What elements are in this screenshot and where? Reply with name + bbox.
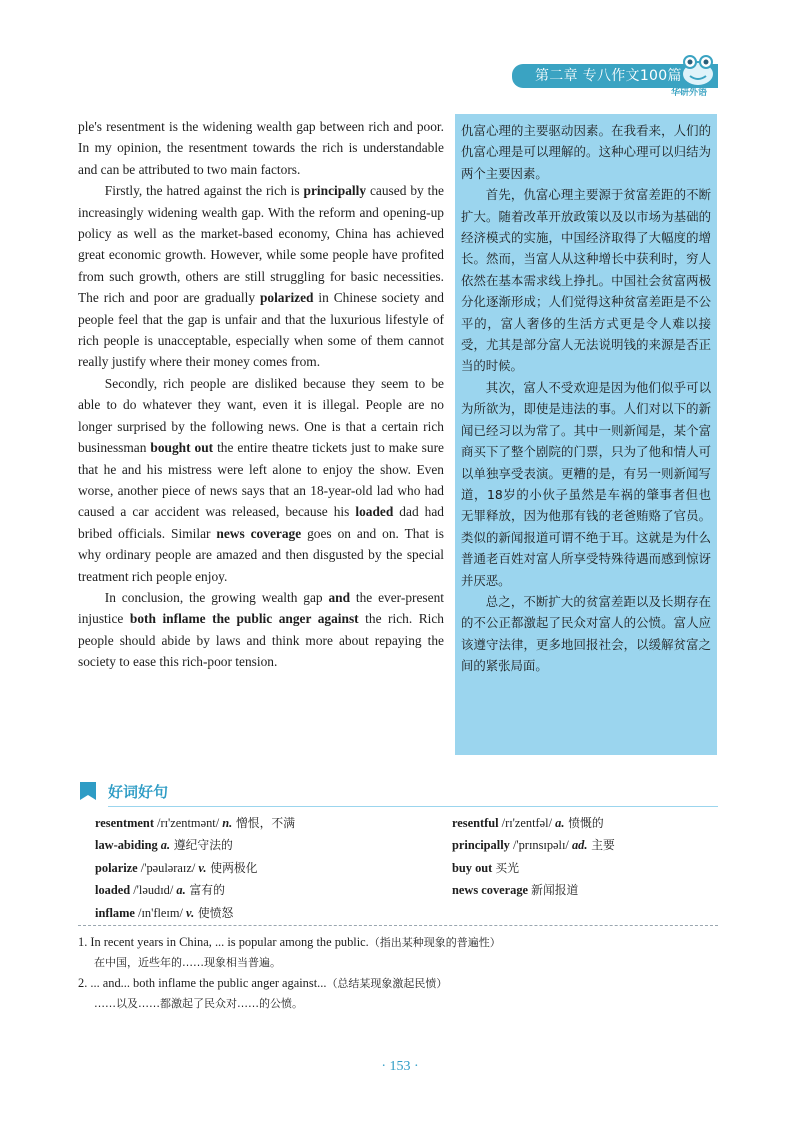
- vocab-item: inflame /ɪn'fleɪm/ v. 使愤怒: [95, 905, 234, 920]
- essay-paragraph-3: Secondly, rich people are disliked because they seem to be able to do whatever they want, even it is illegal. People are no longer surprised by the following news. One is that a certain rich businessman bought out the entire theatre tickets just to make sure that he and his mistress were left alone to enjoy the show. Even worse, another piece of news says that an 18-year-old lad who had caused a car accident was released, because his loaded dad had bribed officials. Similar news coverage goes on and on. That is why ordinary people are amazed and then disgusted by the special treatment rich people enjoy.: [78, 375, 444, 584]
- vocab-heading: 好词好句: [108, 783, 169, 801]
- vocab-item: law-abiding a. 遵纪守法的: [95, 838, 233, 853]
- essay-column: [78, 116, 444, 673]
- translation-paragraph-3: 其次，富人不受欢迎是因为他们似乎可以为所欲为，即使是违法的事。人们对以下的新闻已经习以为常了。其中一则新闻是，某个富商买下了整个剧院的门票，只为了他和情人可以单独享受表演。更糟的是，有另一则新闻写道，18岁的小伙子虽然是车祸的肇事者但也无罪释放，因为他那有钱的老爸贿赂了官员。类似的新闻报道可谓不绝于耳。这就是为什么普通老百姓对富人所享受特殊待遇而感到惊讶并厌恶。: [461, 379, 711, 588]
- translation-paragraph-2: 首先，仇富心理主要源于贫富差距的不断扩大。随着改革开放政策以及以市场为基础的经济模式的实施，中国经济取得了大幅度的增长。然而，当富人从这种增长中获利时，穷人依然在基本需求线上挣扎。中国社会贫富两极分化逐渐形成；人们觉得这种贫富差距是不公平的，富人奢侈的生活方式更是令人难以接受，尤其是部分富人无法说明钱的来源是否正当的时候。: [461, 187, 711, 374]
- vocab-item: resentful /rɪ'zentfəl/ a. 愤慨的: [452, 816, 604, 830]
- chapter-title: 第二章 专八作文100篇: [535, 68, 682, 84]
- keyword-both-inflame: both inflame the public anger against: [129, 611, 359, 627]
- translation-box: [455, 114, 717, 755]
- translation-paragraph-4: 总之，不断扩大的贫富差距以及长期存在的不公正都激起了民众对富人的公愤。富人应该遵守法律，更多地回报社会，以缓解贫富之间的紧张局面。: [461, 593, 711, 674]
- vocab-list-right: [452, 812, 615, 902]
- keyword-loaded: loaded: [355, 504, 394, 520]
- vocab-divider: [108, 806, 718, 807]
- vocab-item: news coverage 新闻报道: [452, 883, 579, 898]
- essay-paragraph-4: In conclusion, the growing wealth gap and the ever-present injustice both inflame the public anger against the rich. Rich people should abide by laws and think more about repaying the society to ease this rich-poor tension.: [78, 589, 444, 670]
- sentence-pattern: 1. In recent years in China, ... is popular among the public.（指出某种现象的普遍性）: [78, 935, 501, 949]
- essay-paragraph-1: ple's resentment is the widening wealth gap between rich and poor. In my opinion, the resentment towards the rich is understandable and can be attributed to two main factors.: [78, 119, 444, 177]
- vocab-item: resentment /rɪ'zentmənt/ n. 憎恨，不满: [95, 816, 295, 830]
- sentence-translation: 在中国，近些年的……现象相当普遍。: [94, 956, 281, 969]
- vocab-item: principally /'prɪnsɪpəlɪ/ ad. 主要: [452, 838, 615, 853]
- keyword-principally: principally: [303, 183, 367, 199]
- translation-paragraph-1: 仇富心理的主要驱动因素。在我看来，人们的仇富心理是可以理解的。这种心理可以归结为两个主要因素。: [461, 123, 711, 181]
- sentence-pattern: 2. ... and... both inflame the public anger against...（总结某现象激起民愤）: [78, 976, 448, 990]
- page-number: · 153 ·: [381, 1059, 419, 1074]
- frog-logo-icon: [678, 52, 718, 88]
- sentence-divider: [78, 925, 718, 926]
- keyword-bought-out: bought out: [150, 440, 214, 456]
- essay-paragraph-2: Firstly, the hatred against the rich is principally caused by the increasingly widening wealth gap. With the reform and opening-up policy as well as the market-based economy, China has achieved great economic growth. However, while some people have profited from such growth, others are still struggling for basic necessities. The rich and poor are gradually polarized in Chinese society and people feel that the gap is unfair and that the luxurious lifestyle of rich people is unacceptable, especially when some of them cannot really justify where their money comes from.: [78, 183, 444, 370]
- vocab-item: polarize /'pəulәraɪz/ v. 使两极化: [95, 860, 258, 875]
- bookmark-icon: [78, 780, 98, 804]
- vocab-list-left: [95, 812, 295, 924]
- vocab-item: buy out 买光: [452, 860, 520, 875]
- keyword-polarized: polarized: [259, 290, 314, 306]
- vocab-item: loaded /'ləudɪd/ a. 富有的: [95, 883, 225, 898]
- keyword-news-coverage: news coverage: [216, 525, 302, 541]
- keyword-and: and: [328, 589, 351, 605]
- sentence-translation: ……以及……都激起了民众对……的公愤。: [94, 997, 303, 1010]
- sentence-patterns: [78, 932, 501, 1014]
- logo-text: 华研外语: [671, 88, 708, 98]
